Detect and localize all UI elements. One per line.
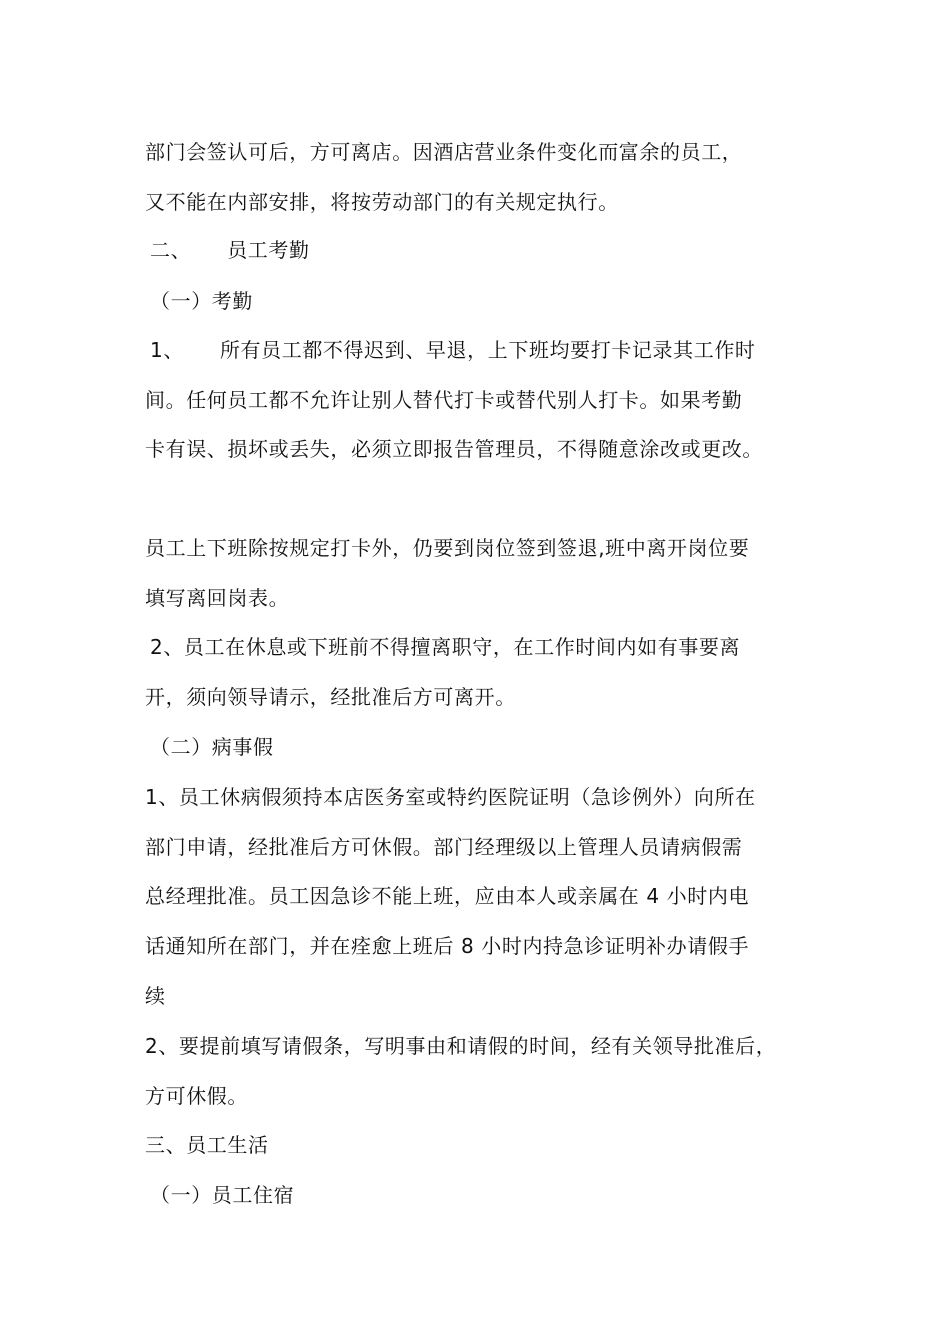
item-text: 所有员工都不得迟到、早退，上下班均要打卡记录其工作时 bbox=[219, 338, 756, 362]
subsection-heading: （一）员工住宿 bbox=[150, 1183, 295, 1207]
paragraph-line: 话通知所在部门，并在痊愈上班后 8 小时内持急诊证明补办请假手 bbox=[145, 934, 750, 958]
paragraph-line: 员工上下班除按规定打卡外，仍要到岗位签到签退,班中离开岗位要 bbox=[145, 536, 750, 560]
paragraph-line: 2、要提前填写请假条，写明事由和请假的时间，经有关领导批准后， bbox=[145, 1034, 777, 1058]
paragraph-line: 1、员工休病假须持本店医务室或特约医院证明（急诊例外）向所在 bbox=[145, 785, 756, 809]
paragraph-line: 总经理批准。员工因急诊不能上班，应由本人或亲属在 4 小时内电 bbox=[145, 884, 750, 908]
section-number: 二、 bbox=[150, 238, 192, 262]
section-title: 员工考勤 bbox=[227, 238, 310, 262]
paragraph-line: 填写离回岗表。 bbox=[145, 586, 290, 610]
paragraph-line bbox=[150, 336, 850, 364]
paragraph-line: 部门申请，经批准后方可休假。部门经理级以上管理人员请病假需 bbox=[145, 835, 743, 859]
paragraph-line: 间。任何员工都不允许让别人替代打卡或替代别人打卡。如果考勤 bbox=[145, 388, 743, 412]
section-heading-attendance bbox=[150, 236, 850, 264]
section-heading-staff-life: 三、员工生活 bbox=[145, 1133, 269, 1157]
subsection-heading: （二）病事假 bbox=[150, 735, 274, 759]
paragraph-line: 卡有误、损坏或丢失，必须立即报告管理员，不得随意涂改或更改。 bbox=[145, 437, 763, 461]
paragraph-line: 方可休假。 bbox=[145, 1084, 248, 1108]
paragraph-line: 续 bbox=[145, 984, 166, 1008]
paragraph-line: 部门会签认可后，方可离店。因酒店营业条件变化而富余的员工， bbox=[145, 140, 743, 164]
paragraph-line: 又不能在内部安排，将按劳动部门的有关规定执行。 bbox=[145, 190, 619, 214]
paragraph-line: 开，须向领导请示，经批准后方可离开。 bbox=[145, 685, 516, 709]
paragraph-line: 2、员工在休息或下班前不得擅离职守，在工作时间内如有事要离 bbox=[150, 635, 741, 659]
subsection-heading: （一）考勤 bbox=[150, 289, 253, 313]
item-number: 1、 bbox=[150, 338, 184, 362]
